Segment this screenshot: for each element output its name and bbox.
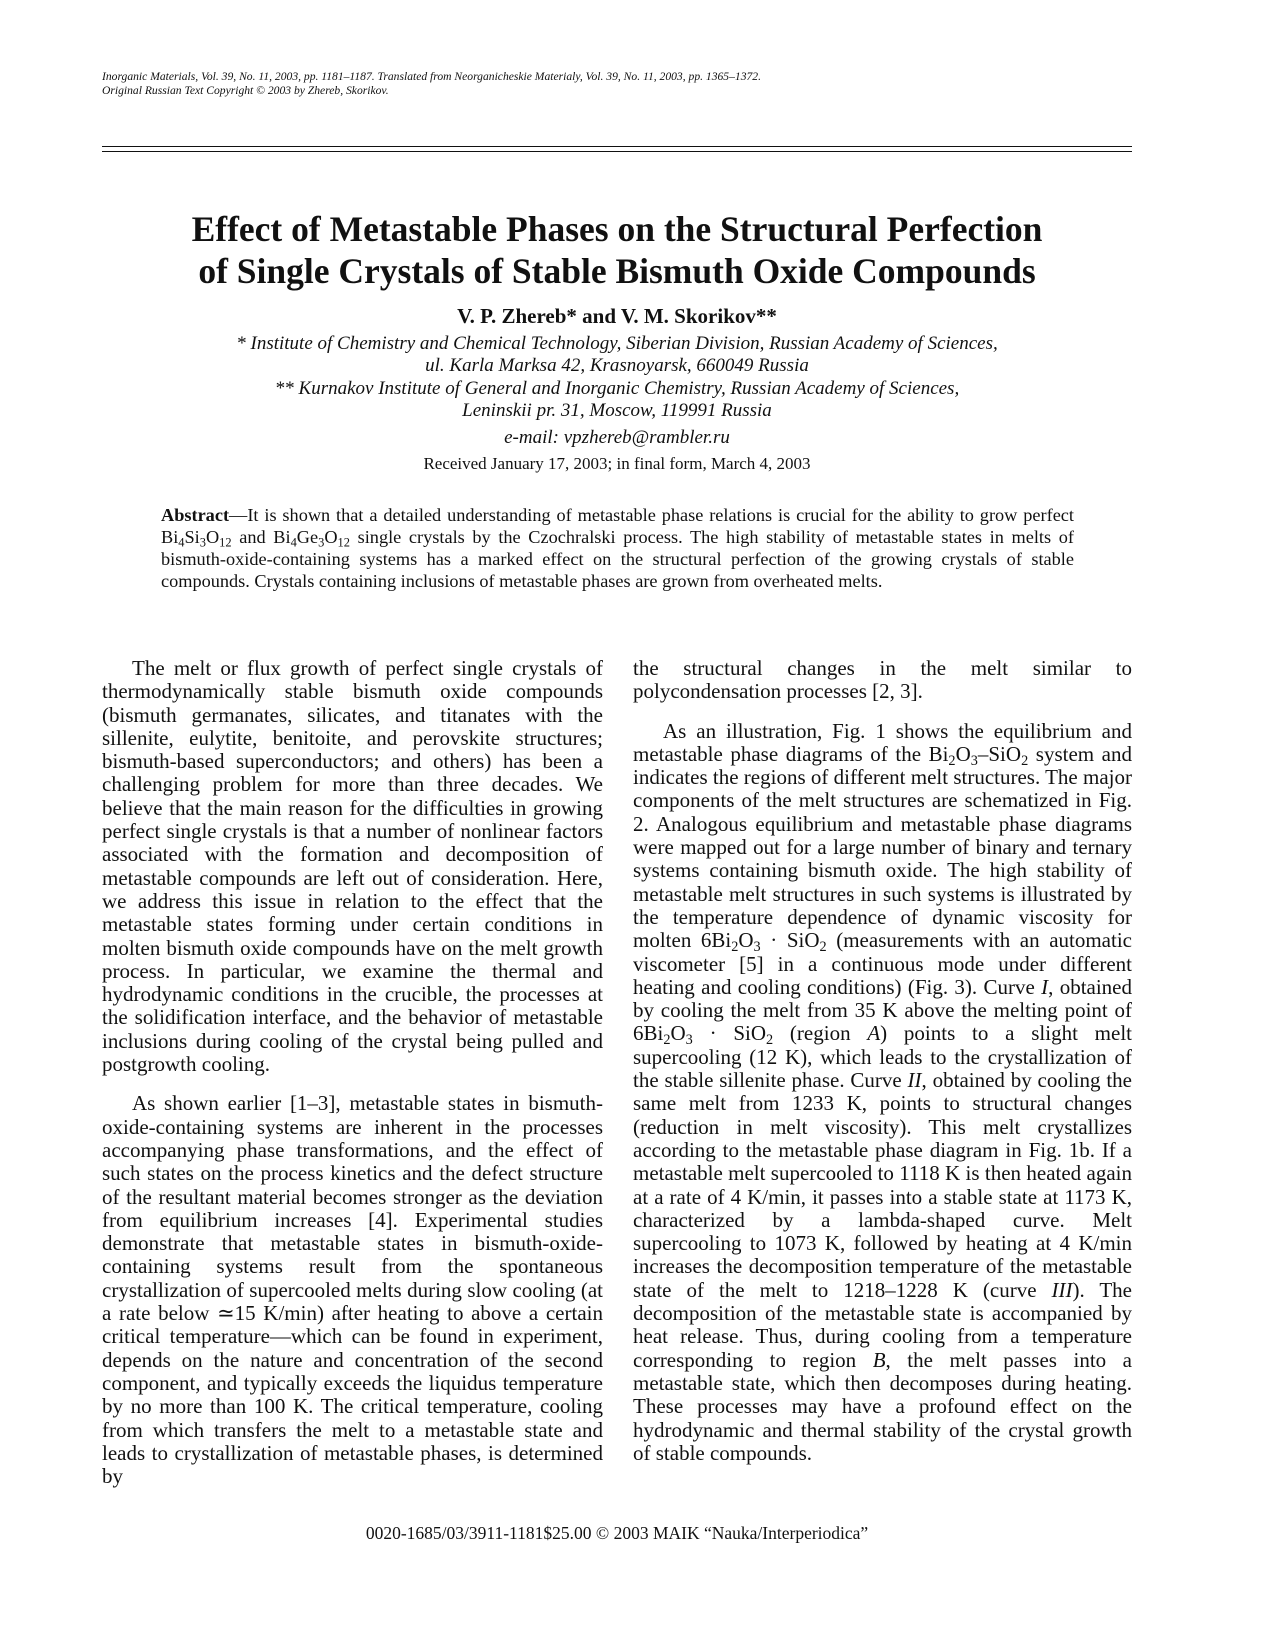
affiliation-2	[102, 378, 1132, 422]
authors: V. P. Zhereb* and V. M. Skorikov**	[457, 304, 777, 328]
right-paragraph-1: the structural changes in the melt similar to polycondensation processes [2, 3].	[633, 656, 1132, 704]
abstract-text-2: and Bi	[231, 527, 291, 547]
right-paragraph-2: As an illustration, Fig. 1 shows the equilibrium and metastable phase diagrams of the $Bi_2O_3-SiO_2$ system and indicates the regions of different melt structures. The major components of the melt structures are schematized in Fig. 2. Analogous equilibrium and metastable phase diagrams were mapped out for a large number of binary and ternary systems containing bismuth oxide. The high stability of metastable melt structures in such systems is illustrated by the temperature dependence of dynamic viscosity for molten $6Bi_2O_3 \cdot SiO_2$ (measurements with an automatic viscometer [5] in a continuous mode under different heating and cooling conditions) (Fig. 3). Curve I, obtained by cooling the melt from 35 K above the melting point of $6Bi_2O_3 \cdot SiO_2$ (region A) points to a slight melt supercooling (12 K), which leads to the crystallization of the stable sillenite phase. Curve II, obtained by cooling the same melt from 1233 K, points to structural changes (reduction in melt viscosity). This melt crystallizes according to the metastable phase diagram in Fig. 1b. If a metastable melt supercooled to 1118 K is then heated again at a rate of 4 K/min, it passes into a stable state at 1173 K, characterized by a lambda-shaped curve. Melt supercooling to 1073 K, followed by heating at 4 K/min increases the decomposition temperature of the metastable state of the melt to 1218–1228 K (curve III). The decomposition of the metastable state is accompanied by heat release. Thus, during cooling from a temperature corresponding to region B, the melt passes into a metastable state, which then decomposes during heating. These processes may have a profound effect on the hydrodynamic and thermal stability of the crystal growth of stable compounds.	[633, 718, 1133, 1465]
received-dates: Received January 17, 2003; in final form, March 4, 2003	[423, 454, 811, 473]
right-column	[633, 657, 1132, 1465]
header-copyright: Original Russian Text Copyright © 2003 by Zhereb, Skorikov.	[102, 84, 389, 97]
left-column	[102, 657, 603, 1488]
affiliation-1	[102, 333, 1132, 377]
email: e-mail: vpzhereb@rambler.ru	[504, 427, 730, 448]
header-double-rule	[102, 146, 1132, 156]
paper-title	[102, 208, 1132, 292]
footer-copyright: 0020-1685/03/3911-1181$25.00 © 2003 MAIK “Nauka/Interperiodica”	[365, 1523, 869, 1543]
affiliation-1-line-2: ul. Karla Marksa 42, Krasnoyarsk, 660049 Russia	[425, 355, 809, 376]
header-citation: Inorganic Materials, Vol. 39, No. 11, 2003, pp. 1181–1187. Translated from Neorganicheskie Materialy, Vol. 39, No. 11, 2003, pp. 1365–1372.	[102, 70, 761, 83]
title-line-1: Effect of Metastable Phases on the Structural Perfection	[191, 209, 1043, 249]
affiliation-2-line-1: ** Kurnakov Institute of General and Inorganic Chemistry, Russian Academy of Sciences,	[274, 378, 960, 399]
left-paragraph-1: The melt or flux growth of perfect single crystals of thermodynamically stable bismuth oxide compounds (bismuth germanates, silicates, and titanates with the sillenite, eulytite, benitoite, and perovskite structures; bismuth-based superconductors; and others) has been a challenging problem for more than three decades. We believe that the main reason for the difficulties in growing perfect single crystals is that a number of nonlinear factors associated with the formation and decomposition of metastable compounds are left out of consideration. Here, we address this issue in relation to the effect that the metastable states forming under certain conditions in molten bismuth oxide compounds have on the melt growth process. In particular, we examine the thermal and hydrodynamic conditions in the crucible, the processes at the solidification interface, and the behavior of metastable inclusions during cooling of the crystal being pulled and postgrowth cooling.	[102, 656, 603, 1077]
abstract-text-1: —It is shown that a detailed understanding of metastable phase relations is crucial for the ability to grow perfect Bi	[161, 505, 1074, 547]
affiliation-2-line-2: Leninskii pr. 31, Moscow, 119991 Russia	[462, 400, 772, 421]
journal-header	[102, 70, 1132, 98]
abstract-label: Abstract	[161, 505, 230, 525]
title-line-2: of Single Crystals of Stable Bismuth Oxide Compounds	[198, 251, 1036, 291]
affiliation-1-line-1: * Institute of Chemistry and Chemical Technology, Siberian Division, Russian Academy of Sciences,	[236, 333, 998, 354]
left-paragraph-2: As shown earlier [1–3], metastable states in bismuth-oxide-containing systems are inherent in the processes accompanying phase transformations, and the effect of such states on the process kinetics and the defect structure of the resultant material becomes stronger as the deviation from equilibrium increases [4]. Experimental studies demonstrate that metastable states in bismuth-oxide-containing systems result from the spontaneous crystallization of supercooled melts during slow cooling (at a rate below ≃15 K/min) after heating to above a certain critical temperature—which can be found in experiment, depends on the nature and concentration of the second component, and typically exceeds the liquidus temperature by no more than 100 K. The critical temperature, cooling from which transfers the melt to a metastable state and leads to crystallization of metastable phases, is determined by	[102, 1091, 603, 1489]
abstract: Abstract—It is shown that a detailed understanding of metastable phase relations is crucial for the ability to grow perfect $Bi_4Si_3O_{12}$ and $Bi_4Ge_3O_{12}$ single crystals by the Czochralski process. The high stability of metastable states in melts of bismuth-oxide-containing systems has a marked effect on the structural perfection of the growing crystals of stable compounds. Crystals containing inclusions of metastable phases are grown from overheated melts.	[161, 505, 1074, 591]
abstract-text-3: single crystals by the Czochralski process. The high stability of metastable states in melts of bismuth-oxide-containing systems has a marked effect on the structural perfection of the growing crystals of stable compounds. Crystals containing inclusions of metastable phases are grown from overheated melts.	[161, 527, 1074, 591]
